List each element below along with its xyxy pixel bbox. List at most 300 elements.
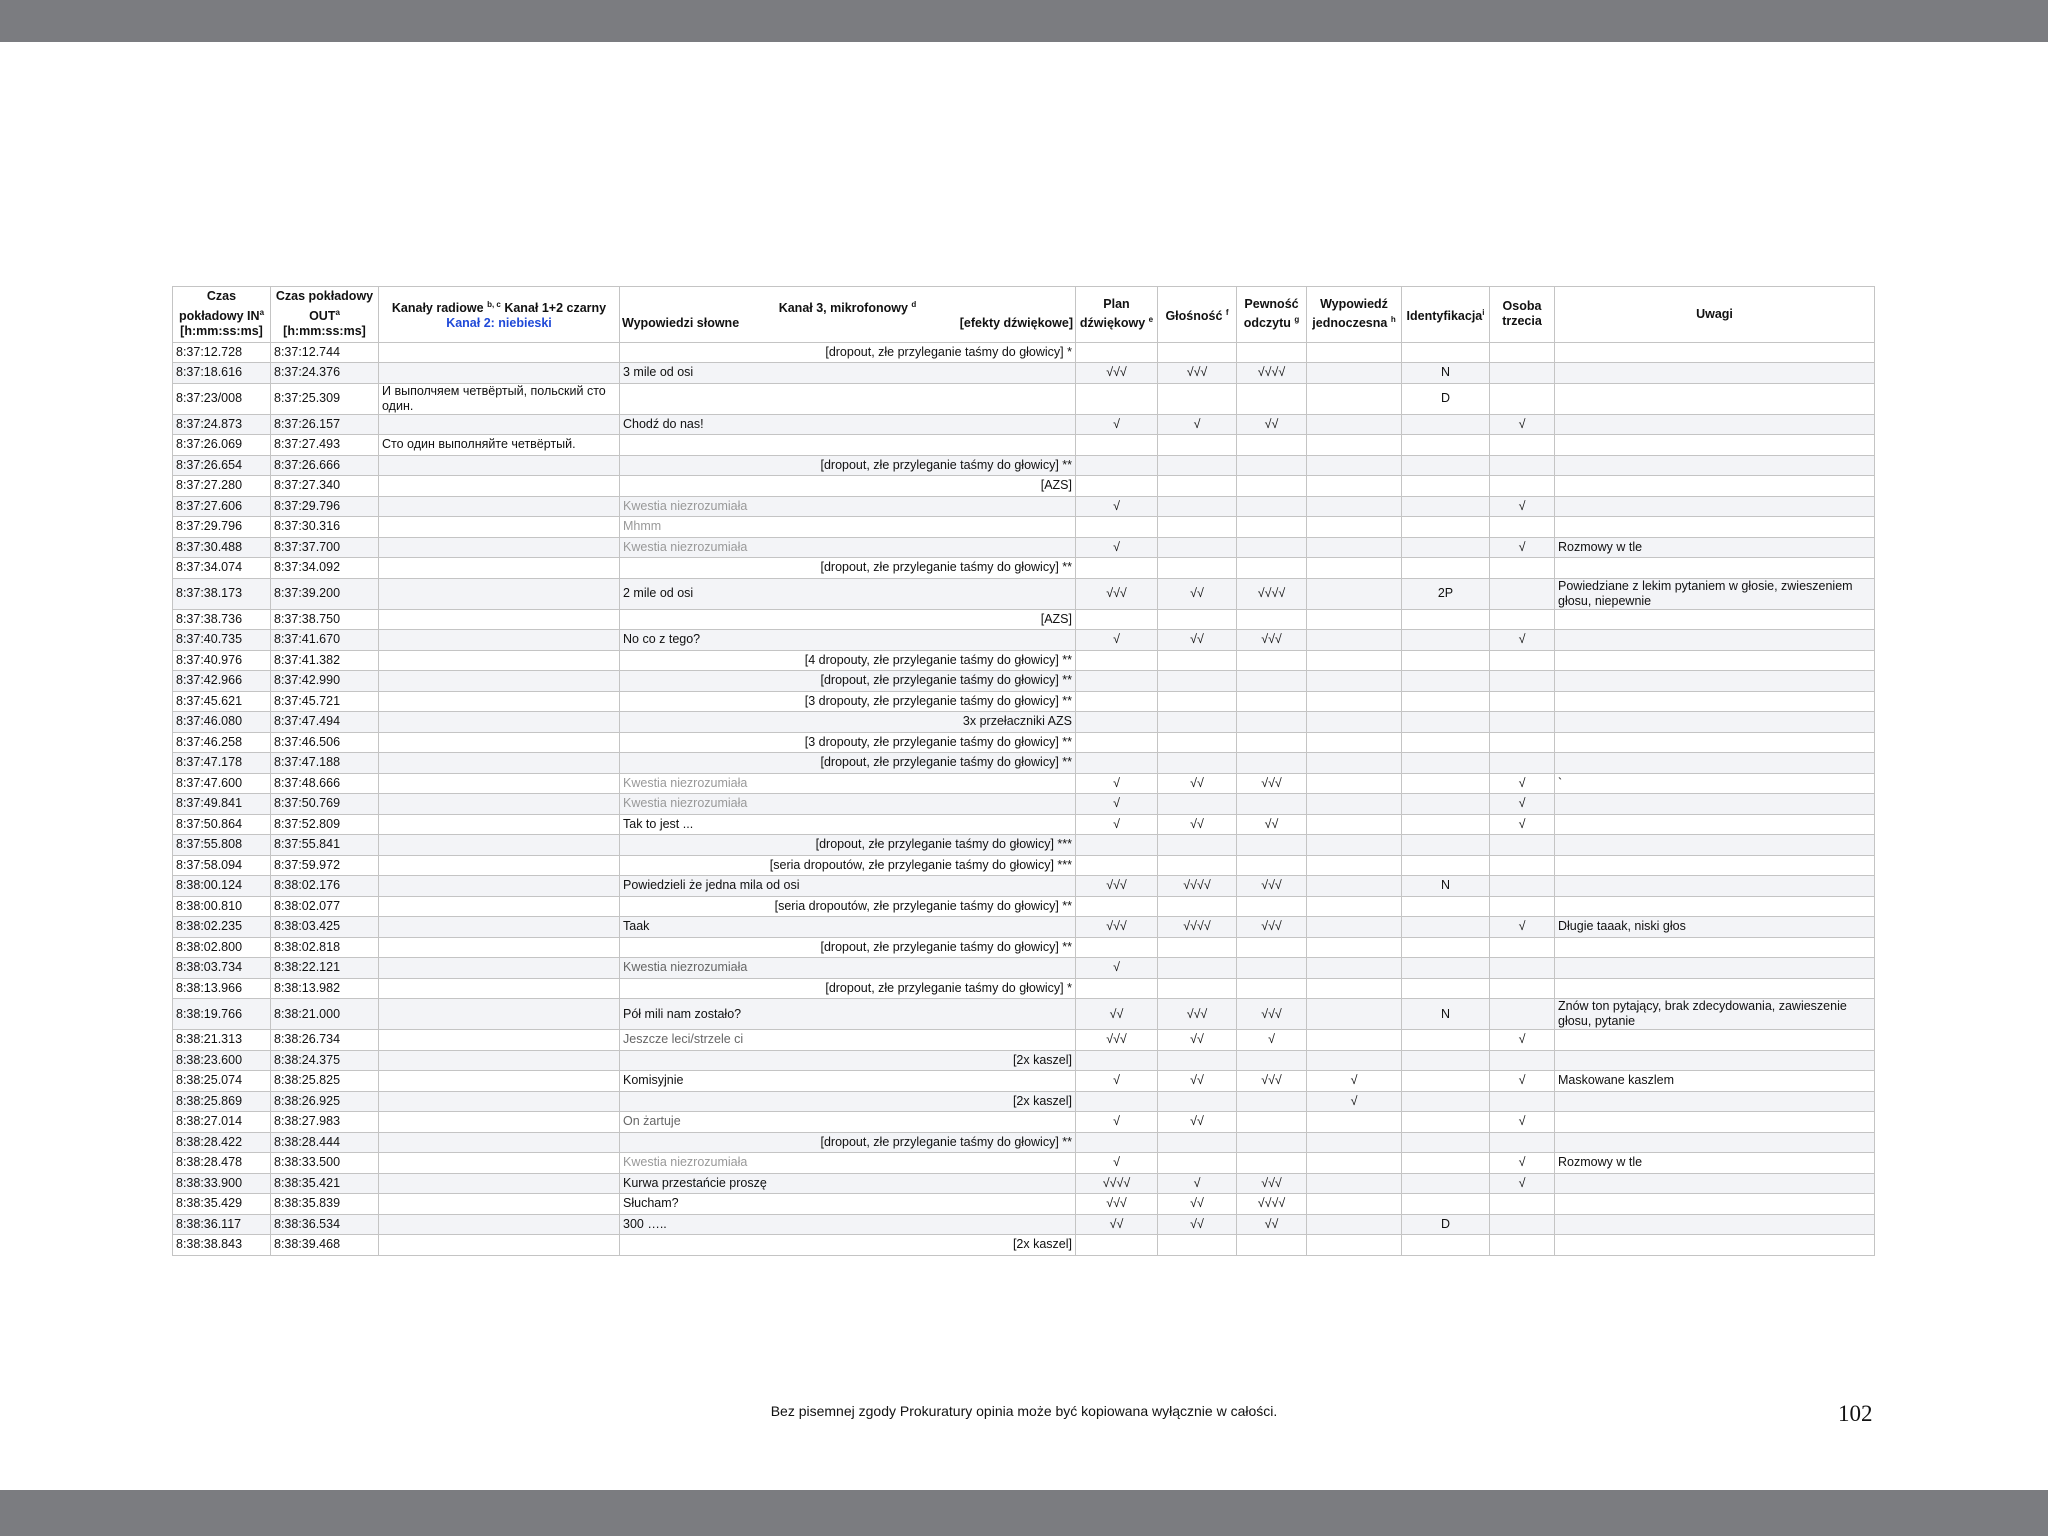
cell-osoba-trzecia: √: [1490, 1030, 1555, 1051]
cell-channel-3: [seria dropoutów, złe przyleganie taśmy do głowicy] **: [620, 896, 1076, 917]
cell-time-out: 8:37:12.744: [271, 342, 379, 363]
cell-osoba-trzecia: √: [1490, 630, 1555, 651]
cell-jednoczesna: [1307, 937, 1402, 958]
cell-plan: √: [1076, 630, 1158, 651]
header-glosnosc: Głośność $^f$: [1158, 287, 1237, 343]
cell-glosnosc: [1158, 958, 1237, 979]
cell-channel-3: [AZS]: [620, 609, 1076, 630]
cell-osoba-trzecia: [1490, 1091, 1555, 1112]
cell-jednoczesna: [1307, 1235, 1402, 1256]
cell-channel-3: 2 mile od osi: [620, 578, 1076, 609]
cell-uwagi: [1555, 896, 1875, 917]
cell-plan: [1076, 978, 1158, 999]
cell-time-in: 8:38:00.810: [173, 896, 271, 917]
cell-osoba-trzecia: √: [1490, 1173, 1555, 1194]
cell-identyfikacja: N: [1402, 363, 1490, 384]
cell-osoba-trzecia: [1490, 732, 1555, 753]
cell-radio: [379, 917, 620, 938]
cell-pewnosc: [1237, 1132, 1307, 1153]
header-efekty: [efekty dźwiękowe]: [959, 316, 1073, 331]
cell-osoba-trzecia: √: [1490, 496, 1555, 517]
cell-pewnosc: √√: [1237, 1214, 1307, 1235]
cell-glosnosc: √: [1158, 414, 1237, 435]
cell-time-out: 8:37:34.092: [271, 558, 379, 579]
cell-pewnosc: [1237, 455, 1307, 476]
cell-glosnosc: √√: [1158, 1071, 1237, 1092]
cell-radio: [379, 896, 620, 917]
cell-glosnosc: [1158, 671, 1237, 692]
cell-jednoczesna: [1307, 1214, 1402, 1235]
cell-time-out: 8:38:36.534: [271, 1214, 379, 1235]
cell-channel-3: [2x kaszel]: [620, 1235, 1076, 1256]
cell-osoba-trzecia: [1490, 578, 1555, 609]
cell-jednoczesna: [1307, 383, 1402, 414]
cell-osoba-trzecia: √: [1490, 773, 1555, 794]
cell-identyfikacja: [1402, 814, 1490, 835]
table-row: [173, 1112, 1875, 1133]
cell-channel-3: Słucham?: [620, 1194, 1076, 1215]
cell-osoba-trzecia: √: [1490, 917, 1555, 938]
cell-radio: [379, 835, 620, 856]
cell-time-out: 8:37:41.382: [271, 650, 379, 671]
cell-time-in: 8:37:29.796: [173, 517, 271, 538]
cell-osoba-trzecia: [1490, 876, 1555, 897]
cell-uwagi: [1555, 1173, 1875, 1194]
cell-jednoczesna: [1307, 630, 1402, 651]
cell-osoba-trzecia: [1490, 517, 1555, 538]
cell-time-in: 8:37:38.736: [173, 609, 271, 630]
header-plan: Plan dźwiękowy $^e$: [1076, 287, 1158, 343]
cell-osoba-trzecia: [1490, 855, 1555, 876]
cell-time-out: 8:37:27.340: [271, 476, 379, 497]
cell-channel-3: [2x kaszel]: [620, 1091, 1076, 1112]
cell-time-out: 8:38:39.468: [271, 1235, 379, 1256]
cell-uwagi: [1555, 794, 1875, 815]
cell-pewnosc: [1237, 896, 1307, 917]
cell-time-in: 8:38:19.766: [173, 999, 271, 1030]
cell-osoba-trzecia: [1490, 383, 1555, 414]
table-row: [173, 691, 1875, 712]
cell-glosnosc: [1158, 609, 1237, 630]
cell-time-in: 8:37:26.069: [173, 435, 271, 456]
cell-osoba-trzecia: [1490, 1194, 1555, 1215]
cell-identyfikacja: [1402, 937, 1490, 958]
table-row: [173, 773, 1875, 794]
cell-time-out: 8:37:26.666: [271, 455, 379, 476]
cell-radio: [379, 732, 620, 753]
cell-time-in: 8:38:25.074: [173, 1071, 271, 1092]
cell-uwagi: [1555, 476, 1875, 497]
cell-jednoczesna: [1307, 414, 1402, 435]
cell-uwagi: [1555, 558, 1875, 579]
cell-glosnosc: [1158, 1091, 1237, 1112]
cell-radio: [379, 476, 620, 497]
cell-radio: [379, 1173, 620, 1194]
cell-pewnosc: √√√√: [1237, 1194, 1307, 1215]
cell-pewnosc: √√√√: [1237, 363, 1307, 384]
table-row: [173, 496, 1875, 517]
cell-osoba-trzecia: [1490, 671, 1555, 692]
cell-jednoczesna: [1307, 609, 1402, 630]
cell-osoba-trzecia: [1490, 691, 1555, 712]
table-row: [173, 1050, 1875, 1071]
cell-time-out: 8:37:46.506: [271, 732, 379, 753]
cell-jednoczesna: [1307, 1030, 1402, 1051]
cell-time-in: 8:37:42.966: [173, 671, 271, 692]
cell-plan: [1076, 1132, 1158, 1153]
cell-jednoczesna: [1307, 958, 1402, 979]
cell-pewnosc: [1237, 435, 1307, 456]
table-row: [173, 876, 1875, 897]
cell-osoba-trzecia: [1490, 937, 1555, 958]
cell-osoba-trzecia: [1490, 342, 1555, 363]
cell-time-out: 8:38:26.925: [271, 1091, 379, 1112]
cell-plan: √: [1076, 414, 1158, 435]
cell-identyfikacja: [1402, 476, 1490, 497]
cell-time-out: 8:38:02.176: [271, 876, 379, 897]
cell-glosnosc: [1158, 496, 1237, 517]
cell-time-in: 8:38:27.014: [173, 1112, 271, 1133]
cell-time-in: 8:37:34.074: [173, 558, 271, 579]
cell-channel-3: [dropout, złe przyleganie taśmy do głowicy] *: [620, 342, 1076, 363]
cell-pewnosc: √√√: [1237, 876, 1307, 897]
table-row: [173, 917, 1875, 938]
cell-glosnosc: [1158, 558, 1237, 579]
cell-time-out: 8:37:29.796: [271, 496, 379, 517]
cell-channel-3: [dropout, złe przyleganie taśmy do głowicy] **: [620, 1132, 1076, 1153]
cell-glosnosc: √√: [1158, 773, 1237, 794]
cell-radio: [379, 609, 620, 630]
cell-pewnosc: √: [1237, 1030, 1307, 1051]
cell-pewnosc: [1237, 937, 1307, 958]
cell-time-out: 8:38:03.425: [271, 917, 379, 938]
cell-channel-3: Kurwa przestańcie proszę: [620, 1173, 1076, 1194]
cell-pewnosc: [1237, 1235, 1307, 1256]
cell-glosnosc: √√: [1158, 1194, 1237, 1215]
cell-glosnosc: [1158, 691, 1237, 712]
table-row: [173, 383, 1875, 414]
table-row: [173, 455, 1875, 476]
cell-identyfikacja: N: [1402, 876, 1490, 897]
cell-channel-3: No co z tego?: [620, 630, 1076, 651]
cell-radio: [379, 958, 620, 979]
cell-glosnosc: [1158, 1132, 1237, 1153]
cell-pewnosc: [1237, 383, 1307, 414]
cell-glosnosc: [1158, 435, 1237, 456]
cell-glosnosc: √√: [1158, 814, 1237, 835]
cell-time-in: 8:37:27.606: [173, 496, 271, 517]
cell-plan: [1076, 1235, 1158, 1256]
cell-channel-3: [dropout, złe przyleganie taśmy do głowicy] **: [620, 671, 1076, 692]
cell-pewnosc: [1237, 732, 1307, 753]
cell-time-out: 8:37:55.841: [271, 835, 379, 856]
cell-plan: √: [1076, 1071, 1158, 1092]
cell-osoba-trzecia: √: [1490, 1071, 1555, 1092]
cell-identyfikacja: [1402, 1153, 1490, 1174]
cell-time-in: 8:37:58.094: [173, 855, 271, 876]
cell-uwagi: [1555, 814, 1875, 835]
cell-jednoczesna: [1307, 1050, 1402, 1071]
table-row: [173, 835, 1875, 856]
cell-channel-3: Mhmm: [620, 517, 1076, 538]
cell-time-in: 8:37:46.258: [173, 732, 271, 753]
cell-identyfikacja: [1402, 1235, 1490, 1256]
cell-identyfikacja: [1402, 1112, 1490, 1133]
cell-radio: [379, 496, 620, 517]
cell-uwagi: [1555, 496, 1875, 517]
cell-time-in: 8:38:02.800: [173, 937, 271, 958]
cell-identyfikacja: [1402, 609, 1490, 630]
cell-osoba-trzecia: [1490, 1132, 1555, 1153]
cell-jednoczesna: [1307, 558, 1402, 579]
cell-osoba-trzecia: √: [1490, 1112, 1555, 1133]
cell-uwagi: [1555, 958, 1875, 979]
cell-time-in: 8:38:00.124: [173, 876, 271, 897]
cell-time-out: 8:38:02.077: [271, 896, 379, 917]
cell-uwagi: Długie taaak, niski głos: [1555, 917, 1875, 938]
cell-time-in: 8:37:24.873: [173, 414, 271, 435]
cell-osoba-trzecia: [1490, 650, 1555, 671]
cell-identyfikacja: [1402, 630, 1490, 651]
cell-uwagi: [1555, 455, 1875, 476]
cell-uwagi: [1555, 435, 1875, 456]
cell-identyfikacja: [1402, 455, 1490, 476]
cell-identyfikacja: [1402, 1071, 1490, 1092]
cell-identyfikacja: [1402, 558, 1490, 579]
cell-radio: И выполчяем четвёртый, польский сто один.: [379, 383, 620, 414]
cell-plan: [1076, 383, 1158, 414]
cell-radio: [379, 1071, 620, 1092]
cell-uwagi: [1555, 1235, 1875, 1256]
cell-plan: [1076, 691, 1158, 712]
cell-jednoczesna: [1307, 999, 1402, 1030]
cell-pewnosc: √√√: [1237, 773, 1307, 794]
cell-identyfikacja: [1402, 917, 1490, 938]
cell-plan: [1076, 435, 1158, 456]
cell-jednoczesna: [1307, 517, 1402, 538]
table-row: [173, 1132, 1875, 1153]
cell-uwagi: [1555, 1050, 1875, 1071]
cell-osoba-trzecia: [1490, 363, 1555, 384]
cell-pewnosc: [1237, 476, 1307, 497]
cell-plan: [1076, 650, 1158, 671]
cell-glosnosc: √√: [1158, 630, 1237, 651]
cell-time-in: 8:37:18.616: [173, 363, 271, 384]
cell-radio: [379, 855, 620, 876]
cell-uwagi: [1555, 609, 1875, 630]
viewer-top-bar: [0, 0, 2048, 42]
table-row: [173, 578, 1875, 609]
cell-osoba-trzecia: [1490, 476, 1555, 497]
cell-jednoczesna: [1307, 1194, 1402, 1215]
table-row: [173, 517, 1875, 538]
cell-identyfikacja: [1402, 1091, 1490, 1112]
cell-osoba-trzecia: [1490, 753, 1555, 774]
cell-jednoczesna: [1307, 476, 1402, 497]
cell-identyfikacja: [1402, 414, 1490, 435]
header-czas-in: Czas pokładowy $IN^a$ [h:mm:ss:ms]: [173, 287, 271, 343]
cell-uwagi: [1555, 691, 1875, 712]
cell-time-in: 8:38:23.600: [173, 1050, 271, 1071]
cell-osoba-trzecia: [1490, 835, 1555, 856]
cell-osoba-trzecia: [1490, 896, 1555, 917]
cell-uwagi: [1555, 855, 1875, 876]
cell-jednoczesna: [1307, 363, 1402, 384]
table-row: [173, 937, 1875, 958]
cell-time-out: 8:38:22.121: [271, 958, 379, 979]
transcript-table: [172, 286, 1875, 1256]
cell-pewnosc: [1237, 835, 1307, 856]
cell-pewnosc: [1237, 558, 1307, 579]
cell-osoba-trzecia: [1490, 1235, 1555, 1256]
cell-radio: [379, 537, 620, 558]
cell-glosnosc: [1158, 835, 1237, 856]
cell-radio: [379, 794, 620, 815]
cell-glosnosc: √: [1158, 1173, 1237, 1194]
cell-identyfikacja: D: [1402, 1214, 1490, 1235]
cell-time-out: 8:38:13.982: [271, 978, 379, 999]
cell-plan: √√√: [1076, 1030, 1158, 1051]
cell-radio: [379, 558, 620, 579]
cell-time-out: 8:37:47.188: [271, 753, 379, 774]
table-row: [173, 1091, 1875, 1112]
cell-osoba-trzecia: [1490, 978, 1555, 999]
cell-uwagi: Rozmowy w tle: [1555, 1153, 1875, 1174]
cell-plan: [1076, 517, 1158, 538]
cell-channel-3: [dropout, złe przyleganie taśmy do głowicy] **: [620, 558, 1076, 579]
cell-channel-3: Kwestia niezrozumiała: [620, 537, 1076, 558]
cell-pewnosc: √√√: [1237, 1071, 1307, 1092]
cell-plan: [1076, 896, 1158, 917]
cell-uwagi: [1555, 732, 1875, 753]
cell-plan: √√√: [1076, 1194, 1158, 1215]
table-row: [173, 609, 1875, 630]
cell-radio: [379, 342, 620, 363]
cell-plan: √: [1076, 814, 1158, 835]
cell-pewnosc: [1237, 691, 1307, 712]
cell-osoba-trzecia: √: [1490, 1153, 1555, 1174]
cell-jednoczesna: [1307, 753, 1402, 774]
cell-pewnosc: [1237, 671, 1307, 692]
table-row: [173, 1214, 1875, 1235]
cell-plan: √√√: [1076, 876, 1158, 897]
cell-time-out: 8:37:30.316: [271, 517, 379, 538]
cell-pewnosc: [1237, 1153, 1307, 1174]
cell-osoba-trzecia: [1490, 1214, 1555, 1235]
cell-glosnosc: [1158, 537, 1237, 558]
cell-radio: [379, 753, 620, 774]
cell-pewnosc: [1237, 517, 1307, 538]
cell-glosnosc: √√√: [1158, 999, 1237, 1030]
header-wypowiedzi: Wypowiedzi słowne: [622, 316, 740, 331]
cell-time-out: 8:37:41.670: [271, 630, 379, 651]
cell-identyfikacja: [1402, 732, 1490, 753]
cell-osoba-trzecia: √: [1490, 537, 1555, 558]
cell-time-in: 8:37:47.600: [173, 773, 271, 794]
cell-plan: [1076, 609, 1158, 630]
cell-pewnosc: [1237, 855, 1307, 876]
table-row: [173, 537, 1875, 558]
table-row: [173, 855, 1875, 876]
cell-jednoczesna: [1307, 876, 1402, 897]
cell-time-in: 8:38:33.900: [173, 1173, 271, 1194]
cell-uwagi: Znów ton pytający, brak zdecydowania, zawieszenie głosu, pytanie: [1555, 999, 1875, 1030]
cell-channel-3: 3x przełaczniki AZS: [620, 712, 1076, 733]
table-row: [173, 342, 1875, 363]
table-row: [173, 753, 1875, 774]
table-row: [173, 794, 1875, 815]
cell-pewnosc: √√√: [1237, 999, 1307, 1030]
table-row: [173, 1071, 1875, 1092]
cell-time-in: 8:38:35.429: [173, 1194, 271, 1215]
cell-uwagi: [1555, 650, 1875, 671]
cell-jednoczesna: √: [1307, 1071, 1402, 1092]
cell-plan: [1076, 558, 1158, 579]
cell-time-out: 8:37:24.376: [271, 363, 379, 384]
cell-channel-3: Tak to jest ...: [620, 814, 1076, 835]
cell-glosnosc: [1158, 794, 1237, 815]
cell-jednoczesna: [1307, 496, 1402, 517]
cell-uwagi: [1555, 978, 1875, 999]
cell-channel-3: [dropout, złe przyleganie taśmy do głowicy] **: [620, 937, 1076, 958]
cell-pewnosc: [1237, 978, 1307, 999]
cell-channel-3: [3 dropouty, złe przyleganie taśmy do głowicy] **: [620, 691, 1076, 712]
cell-pewnosc: [1237, 609, 1307, 630]
cell-radio: [379, 712, 620, 733]
cell-channel-3: [AZS]: [620, 476, 1076, 497]
cell-channel-3: [2x kaszel]: [620, 1050, 1076, 1071]
cell-radio: Сто один выполняйте четвёртый.: [379, 435, 620, 456]
cell-jednoczesna: [1307, 978, 1402, 999]
cell-radio: [379, 1214, 620, 1235]
cell-plan: √: [1076, 958, 1158, 979]
cell-uwagi: [1555, 383, 1875, 414]
cell-uwagi: Maskowane kaszlem: [1555, 1071, 1875, 1092]
cell-glosnosc: √√: [1158, 1112, 1237, 1133]
table-row: [173, 814, 1875, 835]
cell-osoba-trzecia: [1490, 609, 1555, 630]
cell-identyfikacja: [1402, 1132, 1490, 1153]
cell-osoba-trzecia: [1490, 435, 1555, 456]
cell-identyfikacja: [1402, 435, 1490, 456]
cell-uwagi: [1555, 363, 1875, 384]
cell-pewnosc: [1237, 650, 1307, 671]
cell-channel-3: [dropout, złe przyleganie taśmy do głowicy] **: [620, 753, 1076, 774]
cell-identyfikacja: [1402, 671, 1490, 692]
cell-plan: [1076, 671, 1158, 692]
cell-time-in: 8:38:36.117: [173, 1214, 271, 1235]
table-row: [173, 435, 1875, 456]
cell-glosnosc: [1158, 978, 1237, 999]
cell-identyfikacja: [1402, 1030, 1490, 1051]
cell-uwagi: [1555, 1214, 1875, 1235]
cell-pewnosc: √√√: [1237, 630, 1307, 651]
cell-channel-3: On żartuje: [620, 1112, 1076, 1133]
cell-time-in: 8:37:23/008: [173, 383, 271, 414]
cell-plan: √: [1076, 496, 1158, 517]
table-row: [173, 650, 1875, 671]
cell-radio: [379, 1112, 620, 1133]
header-pewnosc: Pewność odczytu $^g$: [1237, 287, 1307, 343]
cell-pewnosc: [1237, 1112, 1307, 1133]
cell-radio: [379, 1194, 620, 1215]
cell-plan: [1076, 1091, 1158, 1112]
cell-time-out: 8:38:35.421: [271, 1173, 379, 1194]
cell-jednoczesna: [1307, 342, 1402, 363]
cell-jednoczesna: [1307, 691, 1402, 712]
cell-jednoczesna: [1307, 712, 1402, 733]
cell-plan: [1076, 455, 1158, 476]
